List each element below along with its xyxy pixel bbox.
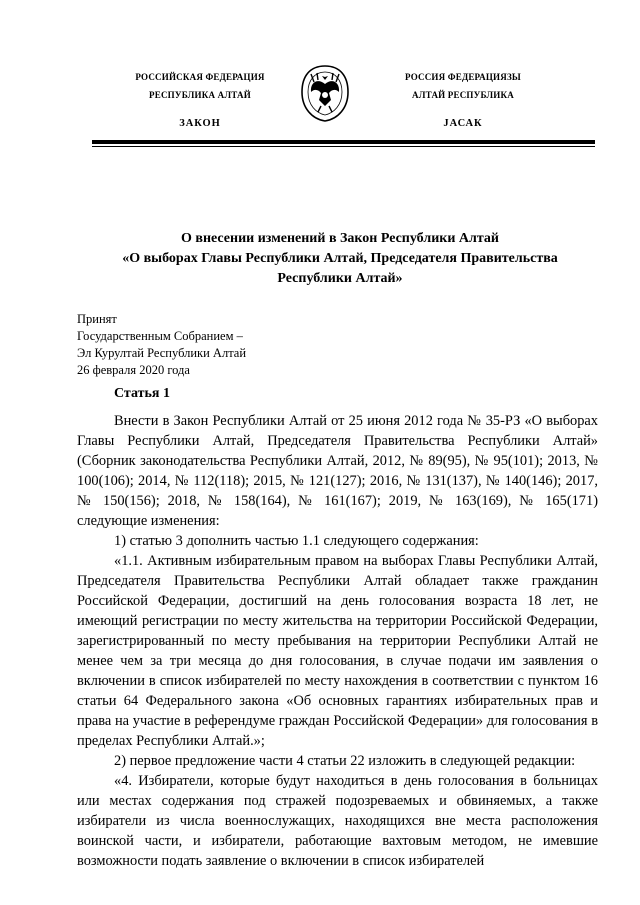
article-body	[77, 411, 598, 871]
body-paragraph: Внести в Закон Республики Алтай от 25 июня 2012 года № 35-РЗ «О выборах Главы Республики Алтай, Председателя Правительства Республики Алтай» (Сборник законодательства Республики Алтай, 2012, № 89(95), № 95(101); 2013, № 100(106); 2014, № 112(118); 2015, № 121(127); 2016, № 131(137), № 140(146); 2017, № 150(156); 2018, № 158(164), № 161(167); 2019, № 163(169), № 165(171) следующие изменения:	[77, 413, 598, 529]
body-paragraph: «4. Избиратели, которые будут находиться в день голосования в больницах или местах содержания под стражей подозреваемых и обвиняемых, а также избиратели из числа военнослужащих, находящихся вне места расположения воинской части, и избиратели, работающие вахтовым методом, не имевшие возможности подать заявление о включении в список избирателей	[77, 773, 598, 869]
header-right-title: JАСАК	[443, 117, 483, 129]
body-paragraph: 1) статью 3 дополнить частью 1.1 следующего содержания:	[114, 533, 479, 549]
law-title-line2: «О выборах Главы Республики Алтай, Председателя Правительства	[122, 251, 558, 266]
adoption-note-line3: Эл Курултай Республики Алтай	[77, 346, 247, 360]
law-title-line1: О внесении изменений в Закон Республики Алтай	[181, 231, 499, 246]
adoption-date: 26 февраля 2020 года	[77, 363, 190, 377]
header-left-block	[116, 69, 283, 132]
header-right-block	[392, 69, 535, 132]
document-header	[0, 60, 640, 150]
body-paragraph: 2) первое предложение части 4 статьи 22 изложить в следующей редакции:	[114, 753, 576, 769]
adoption-note-line1: Принят	[77, 312, 117, 326]
header-left-title: ЗАКОН	[179, 117, 221, 129]
header-divider-thin	[92, 146, 595, 147]
article-heading: Статья 1	[114, 386, 170, 401]
header-left-line1: РОССИЙСКАЯ ФЕДЕРАЦИЯ	[135, 73, 265, 83]
law-title-line3: Республики Алтай»	[277, 271, 403, 286]
header-divider-thick	[92, 140, 595, 144]
adoption-note	[77, 311, 246, 379]
header-right-line1: РОССИЯ ФЕДЕРАЦИЯЗЫ	[405, 73, 521, 83]
header-left-line2: РЕСПУБЛИКА АЛТАЙ	[149, 91, 251, 101]
header-right-line2: АЛТАЙ РЕСПУБЛИКА	[412, 91, 514, 101]
adoption-note-line2: Государственным Собранием –	[77, 329, 243, 343]
law-title	[80, 229, 600, 289]
body-paragraph: «1.1. Активным избирательным правом на выборах Главы Республики Алтай, Председателя Правительства Республики Алтай обладает также гражданин Российской Федерации, достигший на день голосования возраста 18 лет, не имеющий регистрации по месту жительства на территории Российской Федерации, зарегистрированный по месту пребывания на территории Республики Алтай не менее чем за три месяца до дня голосования, в случае подачи им заявления о включении в список избирателей по месту нахождения в соответствии с пунктом 16 статьи 64 Федерального закона «Об основных гарантиях избирательных прав и права на участие в референдуме граждан Российской Федерации» для голосования в пределах Республики Алтай.»;	[77, 553, 598, 749]
coat-of-arms-icon	[296, 62, 354, 124]
